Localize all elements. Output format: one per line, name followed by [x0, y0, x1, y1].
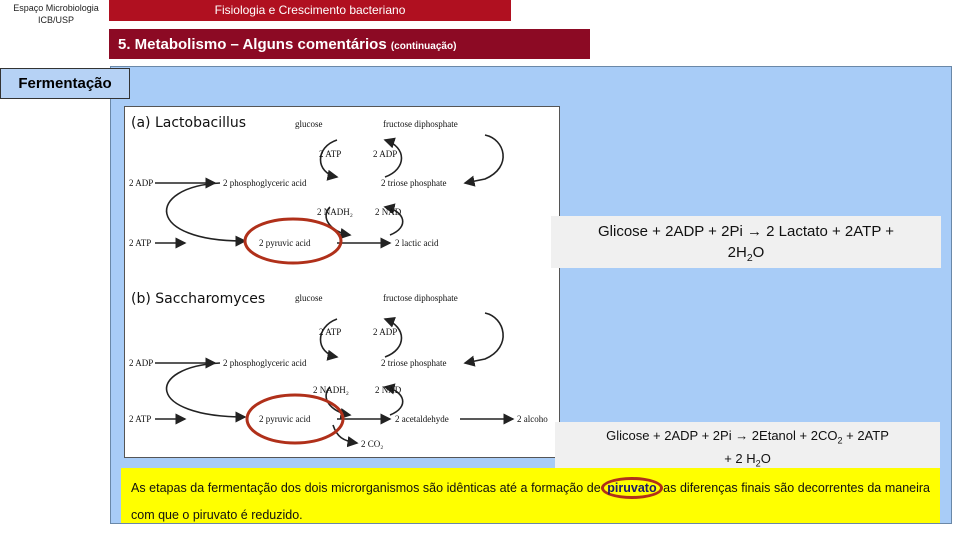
panel-b-alcohol: 2 alcoho: [517, 414, 548, 424]
panel-b-heading: (b) Saccharomyces: [131, 291, 266, 307]
ethanol-co2-sub: 2: [837, 435, 843, 446]
note-text-pre: As etapas da fermentação dos dois microrganismos são idênticas até a formação de: [131, 481, 601, 495]
lactate-water-sub: 2: [746, 252, 753, 264]
panel-a-atp-left: 2 ATP: [129, 238, 152, 248]
panel-a-glucose: glucose: [295, 119, 323, 129]
panel-b-fructose: fructose diphosphate: [383, 293, 458, 303]
panel-b-pga: 2 phosphoglyceric acid: [223, 358, 307, 368]
cycle-arrow-b: [321, 319, 338, 357]
section-title-suffix: (continuação): [390, 41, 457, 52]
lactate-equation-line2: [551, 242, 941, 269]
panel-a-nadh: 2 NADH₂: [317, 207, 353, 217]
panel-b-triose: 2 triose phosphate: [381, 358, 447, 368]
lactate-equation: [551, 216, 941, 268]
section-title-bar: [109, 29, 590, 59]
panel-a-atp: 2 ATP: [319, 149, 342, 159]
panel-b-adp-left: 2 ADP: [129, 358, 154, 368]
topic-label: [0, 68, 130, 99]
panel-a-heading: (a) Lactobacillus: [131, 115, 247, 131]
ethanol-eq-post: + 2ATP: [842, 428, 889, 443]
panel-b-co2: 2 CO₂: [361, 439, 384, 449]
fructose-loop-b: [465, 313, 503, 363]
course-title: Fisiologia e Crescimento bacteriano: [214, 3, 406, 17]
fructose-loop-a: [465, 135, 503, 183]
summary-note: [121, 468, 940, 523]
panel-a-pyruvic: 2 pyruvic acid: [259, 238, 311, 248]
note-text-post: as diferenças finais são decorrentes da maneira com que o piruvato é reduzido.: [131, 481, 930, 522]
fermentation-diagram: [124, 106, 560, 458]
lactate-water-o: O: [752, 244, 765, 261]
diagram-arrows: [125, 107, 561, 459]
ethanol-water-o: O: [760, 450, 771, 466]
cycle-arrow-b2: [385, 319, 402, 357]
panel-a-adp-left: 2 ADP: [129, 178, 154, 188]
panel-b-atp-left: 2 ATP: [129, 414, 152, 424]
course-bar: [109, 0, 511, 21]
panel-a-pga: 2 phosphoglyceric acid: [223, 178, 307, 188]
panel-b-glucose: glucose: [295, 293, 323, 303]
lactate-water-h: 2H: [727, 244, 747, 261]
panel-b-adp: 2 ADP: [373, 327, 398, 337]
panel-a-triose: 2 triose phosphate: [381, 178, 447, 188]
ethanol-water-sub: 2: [755, 458, 761, 469]
institution-label: [4, 2, 108, 26]
left-loop-b: [167, 363, 245, 417]
section-title: 5. Metabolismo – Alguns comentários: [118, 36, 387, 53]
panel-a-nad: 2 NAD: [375, 207, 402, 217]
ethanol-equation-line1: [555, 427, 940, 450]
topic-label-text: Fermentação: [18, 75, 112, 92]
ethanol-equation: [555, 422, 940, 468]
left-loop-a: [167, 183, 245, 241]
ethanol-eq-pre: Glicose + 2ADP + 2Pi → 2Etanol + 2CO: [606, 428, 838, 443]
panel-a-fructose: fructose diphosphate: [383, 119, 458, 129]
panel-b-pyruvic: 2 pyruvic acid: [259, 414, 311, 424]
lactate-equation-line1: Glicose + 2ADP + 2Pi → 2 Lactato + 2ATP +: [597, 223, 894, 240]
co2-arrow-b: [333, 425, 357, 443]
institution-line-2: ICB/USP: [37, 15, 74, 25]
panel-b-atp: 2 ATP: [319, 327, 342, 337]
ethanol-water-h: + 2 H: [724, 450, 756, 466]
panel-b-nadh: 2 NADH₂: [313, 385, 349, 395]
panel-b-acetaldehyde: 2 acetaldehyde: [395, 414, 449, 424]
panel-b-nad: 2 NAD: [375, 385, 402, 395]
panel-a-lactic: 2 lactic acid: [395, 238, 439, 248]
piruvato-highlight: piruvato: [601, 477, 662, 499]
panel-a-adp: 2 ADP: [373, 149, 398, 159]
institution-line-1: Espaço Microbiologia: [13, 3, 99, 13]
